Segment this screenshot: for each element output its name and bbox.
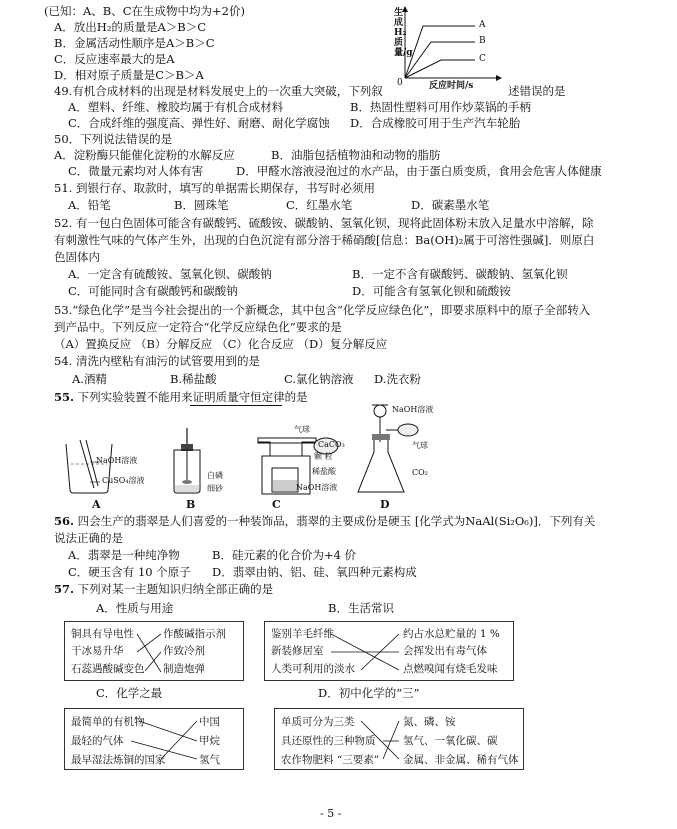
page-number: - 5 - [320, 807, 342, 820]
q57-box-d [274, 708, 524, 770]
q57-box-c [64, 708, 244, 770]
apparatus-a [60, 440, 170, 495]
q48-option-d: D．相对原子质量是C＞B＞A [54, 68, 204, 82]
q57-box-a [64, 621, 244, 681]
q49-stem: 49.有机合成材料的出现是材料发展史上的一次重大突破，下列叙 [54, 84, 383, 98]
graph-xlabel: 反应时间/s [429, 81, 474, 91]
graph-origin: 0 [397, 78, 403, 88]
q56-option-a: A．翡翠是一种纯净物 [68, 548, 180, 562]
a-left-3: 石蕊遇酸碱变色 [71, 663, 145, 675]
a-left-1: 铜具有导电性 [71, 628, 134, 640]
apparatus-c [252, 425, 347, 498]
b-left-3: 人类可利用的淡水 [271, 663, 355, 675]
c-left-2: 最轻的气体 [71, 735, 124, 747]
d-left-2: 具还原性的三种物质 [281, 735, 376, 747]
q52-line-1: 52. 有一包白色固体可能含有碳酸钙、硫酸铵、碳酸钠、氢氧化钡，现将此固体粉末放入足量水中溶解，除 [54, 216, 594, 230]
q51-option-c: C．红墨水笔 [286, 198, 353, 212]
q56-option-d: D．翡翠由钠、铝、硅、氧四种元素构成 [212, 565, 417, 579]
c-left-1: 最简单的有机物 [71, 716, 145, 728]
fig-label-b: B [186, 498, 196, 511]
q56-option-c: C．硬玉含有 10 个原子 [68, 565, 191, 579]
q55-stem: 下列实验装置不能用来证明质量守恒定律的是 [74, 390, 308, 404]
q53-options: （A）置换反应 （B）分解反应 （C）化合反应 （D）复分解反应 [54, 337, 388, 351]
q55-number: 55. [54, 390, 75, 404]
q51-option-a: A．铅笔 [68, 198, 111, 212]
q52-line-3: 色固体内 [54, 250, 100, 264]
d-naoh-label: NaOH溶液 [392, 405, 434, 414]
a-left-2: 干冰易升华 [71, 645, 124, 657]
q48-option-c: C．反应速率最大的是A [54, 52, 175, 66]
q57-stem: 下列对某一主题知识归纳全部正确的是 [74, 582, 274, 596]
q49-stem-end: 述错误的是 [508, 84, 566, 98]
b-left-2: 新装修居室 [271, 645, 324, 657]
b-right-2: 会挥发出有毒气体 [403, 645, 487, 657]
q50-option-c: C．微量元素均对人体有害 [68, 164, 204, 178]
q51-option-d: D．碳素墨水笔 [411, 198, 490, 212]
q50-option-b: B．油脂包括植物油和动物的脂肪 [271, 148, 441, 162]
d-co2-label: CO₂ [412, 468, 428, 477]
d-right-1: 氮、磷、铵 [403, 716, 456, 728]
a-right-3: 制造炮弹 [163, 663, 205, 675]
q52-option-a: A．一定含有硫酸铵、氢氧化钡、碳酸钠 [68, 267, 272, 281]
q57-b-title: B．生活常识 [328, 601, 394, 615]
q52-option-c: C．可能同时含有碳酸钙和碳酸钠 [68, 284, 238, 298]
q50-option-d: D．甲醛水溶液浸泡过的水产品，由于蛋白质变质，食用会危害人体健康 [236, 164, 602, 178]
d-right-3: 金属、非金属、稀有气体 [403, 754, 519, 766]
c-right-3: 氢气 [199, 754, 220, 766]
q52-option-d: D．可能含有氢氧化钡和硫酸铵 [352, 284, 511, 298]
c-left-3: 最早湿法炼铜的国家 [71, 754, 166, 766]
q57-box-b [264, 621, 514, 681]
b-sand-label: 细砂 [207, 484, 223, 493]
fig-label-d: D [380, 498, 390, 511]
q56-option-b: B．硅元素的化合价为+4 价 [212, 548, 357, 562]
line-a [405, 26, 475, 78]
b-right-1: 约占水总贮量的 1 % [403, 628, 500, 640]
a-cuso4-label: CuSO₄溶液 [102, 476, 145, 485]
q50-option-a: A．淀粉酶只能催化淀粉的水解反应 [54, 148, 235, 162]
fig-label-a: A [92, 498, 101, 511]
q56-number: 56. [54, 514, 75, 528]
q54-option-c: C.氯化钠溶液 [284, 372, 354, 386]
b-right-3: 点燃嗅闻有烧毛发味 [403, 663, 498, 675]
q52-line-2: 有刺激性气味的气体产生外，出现的白色沉淀有部分溶于稀硝酸[信息：Ba(OH)₂属于可溶性强碱]．则原白 [54, 233, 595, 247]
c-naoh-label: NaOH溶液 [296, 483, 338, 492]
c-caco3-label: CaCO₃ [318, 440, 345, 449]
q49-option-c: C．合成纤维的强度高、弹性好、耐磨、耐化学腐蚀 [68, 116, 330, 130]
q50-stem: 50．下列说法错误的是 [54, 132, 173, 146]
q52-option-b: B．一定不含有碳酸钙、碳酸钠、氢氧化钡 [352, 267, 568, 281]
q49-option-d: D．合成橡胶可用于生产汽车轮胎 [350, 116, 521, 130]
q57-c-title: C．化学之最 [96, 686, 163, 700]
a-right-1: 作酸碱指示剂 [163, 628, 226, 640]
q48-option-b: B．金属活动性顺序是A＞B＞C [54, 36, 215, 50]
q54-option-a: A.酒精 [72, 372, 107, 386]
q56-line-2: 说法正确的是 [54, 531, 123, 545]
apparatus-b [170, 428, 240, 496]
q57-d-title: D．初中化学的“三” [318, 686, 420, 700]
graph-ylabel: 生成H₂质量/g [394, 8, 413, 58]
q54-stem: 54. 清洗内壁粘有油污的试管要用到的是 [54, 354, 260, 368]
a-right-2: 作致冷剂 [163, 645, 205, 657]
graph-label-b: B [479, 36, 486, 46]
fig-label-c: C [272, 498, 281, 511]
q55-underline [190, 390, 282, 406]
graph-label-c: C [479, 54, 486, 64]
graph-label-a: A [479, 20, 486, 30]
q53-line-1: 53.“绿色化学”是当今社会提出的一个新概念，其中包含“化学反应绿色化”，即要求原料中的原子全部转入 [54, 303, 591, 317]
b-left-1: 鉴别羊毛纤维 [271, 628, 334, 640]
q51-stem: 51. 到银行存、取款时，填写的单据需长期保存，书写时必须用 [54, 181, 375, 195]
d-left-3: 农作物肥料 “三要素” [281, 754, 380, 766]
q48-graph [383, 4, 508, 90]
apparatus-d [352, 400, 462, 500]
d-right-2: 氢气、一氧化碳、碳 [403, 735, 498, 747]
c-right-2: 甲烷 [199, 735, 220, 747]
q54-option-d: D.洗衣粉 [374, 372, 421, 386]
d-balloon-label: 气球 [412, 441, 428, 450]
q54-option-b: B.稀盐酸 [170, 372, 217, 386]
q57-a-title: A．性质与用途 [96, 601, 174, 615]
q48-note: (已知：A、B、C在生成物中均为+2价) [44, 4, 245, 18]
c-right-1: 中国 [199, 716, 220, 728]
q57-number: 57. [54, 582, 75, 596]
b-phosphorus-label: 白磷 [207, 471, 223, 480]
q48-option-a: A．放出H₂的质量是A＞B＞C [54, 20, 206, 34]
q49-option-b: B．热固性塑料可用作炒菜锅的手柄 [350, 100, 531, 114]
q56-line-1: 四会生产的翡翠是人们喜爱的一种装饰品，翡翠的主要成份是硬玉 [化学式为NaAl(Si₂O₆)]．下列有关 [74, 514, 596, 528]
c-hcl-label: 稀盐酸 [312, 467, 336, 476]
c-granule-label: 颗 粒 [314, 452, 333, 461]
q53-line-2: 到产品中。下列反应一定符合“化学反应绿色化”要求的是 [54, 320, 342, 334]
c-balloon-label: 气球 [294, 425, 310, 434]
d-left-1: 单质可分为三类 [281, 716, 355, 728]
a-naoh-label: NaOH溶液 [96, 456, 138, 465]
q49-option-a: A．塑料、纤维、橡胶均属于有机合成材料 [68, 100, 284, 114]
q51-option-b: B．圆珠笔 [174, 198, 229, 212]
